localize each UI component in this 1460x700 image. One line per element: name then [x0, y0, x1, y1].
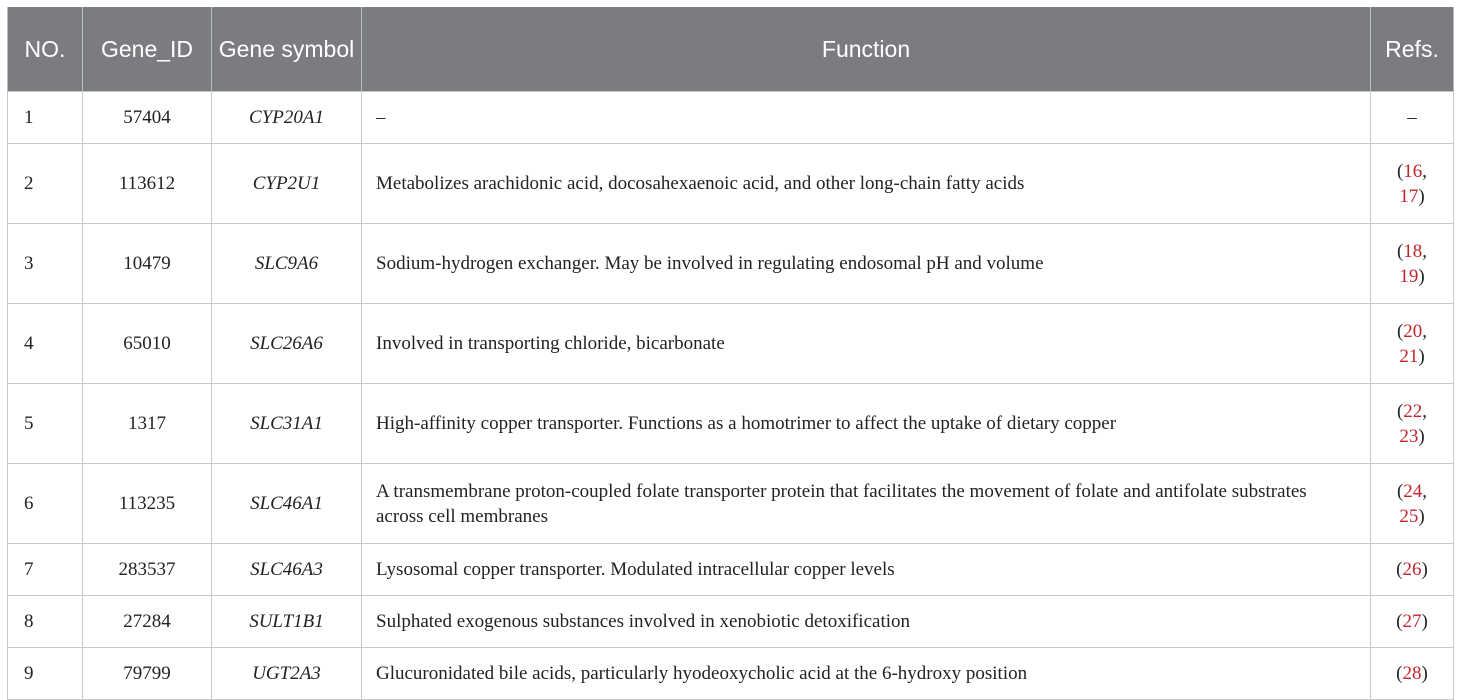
cell-gene-id: 27284 — [83, 596, 212, 648]
cell-function: Lysosomal copper transporter. Modulated intracellular copper levels — [362, 544, 1371, 596]
reference-link[interactable]: 26 — [1402, 559, 1422, 580]
cell-gene-symbol: SLC9A6 — [212, 224, 362, 304]
table-row — [8, 596, 1454, 648]
cell-gene-id: 57404 — [83, 92, 212, 144]
cell-no: 1 — [8, 92, 83, 144]
cell-gene-symbol: SULT1B1 — [212, 596, 362, 648]
cell-refs: (22, 23) — [1371, 384, 1454, 464]
cell-function: A transmembrane proton-coupled folate transporter protein that facilitates the movement of folate and antifolate substrates across cell membranes — [362, 464, 1371, 544]
cell-gene-id: 65010 — [83, 304, 212, 384]
cell-no: 6 — [8, 464, 83, 544]
table-body — [8, 92, 1454, 700]
reference-link[interactable]: 28 — [1402, 663, 1422, 684]
cell-refs: (26) — [1371, 544, 1454, 596]
cell-function: Involved in transporting chloride, bicarbonate — [362, 304, 1371, 384]
reference-link[interactable]: 20 — [1403, 320, 1423, 342]
cell-function: Glucuronidated bile acids, particularly hyodeoxycholic acid at the 6-hydroxy position — [362, 648, 1371, 700]
table-row — [8, 92, 1454, 144]
cell-gene-symbol: SLC31A1 — [212, 384, 362, 464]
cell-gene-id: 1317 — [83, 384, 212, 464]
table-row — [8, 464, 1454, 544]
reference-link[interactable]: 25 — [1399, 505, 1419, 527]
reference-link[interactable]: 24 — [1403, 480, 1423, 502]
cell-refs: (27) — [1371, 596, 1454, 648]
header-function: Function — [362, 7, 1371, 92]
cell-refs: – — [1371, 92, 1454, 144]
cell-no: 8 — [8, 596, 83, 648]
cell-gene-id: 79799 — [83, 648, 212, 700]
reference-link[interactable]: 18 — [1403, 240, 1423, 262]
reference-link[interactable]: 23 — [1399, 425, 1419, 447]
table-row — [8, 384, 1454, 464]
cell-function: Sulphated exogenous substances involved in xenobiotic detoxification — [362, 596, 1371, 648]
header-gene-id: Gene_ID — [83, 7, 212, 92]
reference-link[interactable]: 19 — [1399, 265, 1419, 287]
table-row — [8, 648, 1454, 700]
cell-refs: (16, 17) — [1371, 144, 1454, 224]
cell-function: – — [362, 92, 1371, 144]
cell-no: 2 — [8, 144, 83, 224]
cell-function: High-affinity copper transporter. Functions as a homotrimer to affect the uptake of dietary copper — [362, 384, 1371, 464]
cell-gene-symbol: CYP20A1 — [212, 92, 362, 144]
cell-gene-symbol: SLC46A3 — [212, 544, 362, 596]
header-no: NO. — [8, 7, 83, 92]
cell-no: 3 — [8, 224, 83, 304]
cell-no: 5 — [8, 384, 83, 464]
table-header-row — [8, 7, 1454, 92]
table-row — [8, 544, 1454, 596]
cell-refs: (18, 19) — [1371, 224, 1454, 304]
cell-no: 9 — [8, 648, 83, 700]
cell-gene-id: 10479 — [83, 224, 212, 304]
gene-table-container — [7, 7, 1453, 700]
cell-refs: (28) — [1371, 648, 1454, 700]
cell-gene-id: 113612 — [83, 144, 212, 224]
cell-gene-id: 283537 — [83, 544, 212, 596]
cell-function: Sodium-hydrogen exchanger. May be involved in regulating endosomal pH and volume — [362, 224, 1371, 304]
reference-link[interactable]: 22 — [1403, 400, 1423, 422]
reference-link[interactable]: 17 — [1399, 185, 1419, 207]
table-row — [8, 224, 1454, 304]
reference-link[interactable]: 16 — [1403, 160, 1423, 182]
header-gene-symbol: Gene symbol — [212, 7, 362, 92]
reference-link[interactable]: 21 — [1399, 345, 1419, 367]
cell-gene-symbol: CYP2U1 — [212, 144, 362, 224]
cell-gene-symbol: SLC26A6 — [212, 304, 362, 384]
cell-gene-symbol: UGT2A3 — [212, 648, 362, 700]
cell-function: Metabolizes arachidonic acid, docosahexaenoic acid, and other long-chain fatty acids — [362, 144, 1371, 224]
header-refs: Refs. — [1371, 7, 1454, 92]
cell-no: 7 — [8, 544, 83, 596]
cell-gene-id: 113235 — [83, 464, 212, 544]
cell-no: 4 — [8, 304, 83, 384]
gene-function-table — [7, 7, 1454, 700]
reference-link[interactable]: 27 — [1402, 611, 1422, 632]
cell-refs: (20, 21) — [1371, 304, 1454, 384]
table-row — [8, 304, 1454, 384]
table-row — [8, 144, 1454, 224]
cell-gene-symbol: SLC46A1 — [212, 464, 362, 544]
cell-refs: (24, 25) — [1371, 464, 1454, 544]
